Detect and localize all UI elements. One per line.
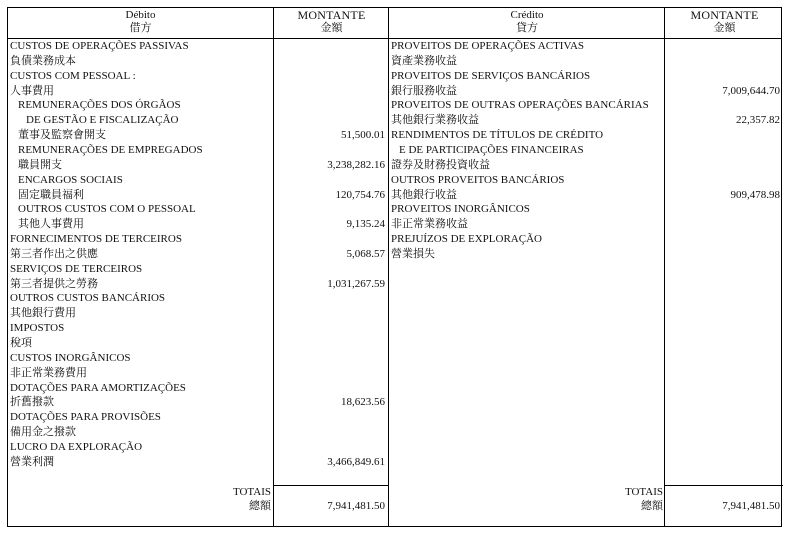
debit-totals-label [233,485,271,513]
credit-row-label [389,173,665,188]
credit-row-label [389,158,665,173]
credit-item-label: PROVEITOS DE OPERAÇÕES ACTIVAS [391,40,585,52]
debit-header-zh: 借方 [129,22,152,34]
debit-row-label [8,455,273,470]
debit-item-amount: 18,623.56 [341,396,385,409]
debit-item-label: 人事費用 [10,84,54,97]
debit-item-label: IMPOSTOS [10,322,65,335]
header-divider [8,38,781,39]
debit-item-amount: 5,068.57 [346,247,385,260]
debit-total-amount: 7,941,481.50 [327,500,385,512]
debit-row-amount [274,247,389,262]
credit-item-label: PROVEITOS DE SERVIÇOS BANCÁRIOS [391,69,591,82]
credit-label-column [388,8,665,526]
debit-row-label [8,395,273,410]
credit-totals-label-zh: 總額 [641,500,663,512]
credit-header [389,8,665,38]
credit-item-label: 銀行服務收益 [391,84,457,97]
credit-row-label [389,98,665,113]
debit-item-amount: 51,500.01 [341,129,385,142]
credit-item-label: E DE PARTICIPAÇÕES FINANCEIRAS [399,143,584,156]
credit-item-amount: 909,478.98 [730,188,780,201]
debit-row-label [8,188,273,203]
debit-item-amount: 3,238,282.16 [327,158,385,171]
debit-row-label [8,98,273,113]
credit-item-label: 證券及財務投資收益 [391,158,490,171]
debit-item-label: 非正常業務費用 [10,366,87,379]
credit-item-label: PROVEITOS DE OUTRAS OPERAÇÕES BANCÁRIAS [391,99,649,112]
debit-item-amount: 9,135.24 [346,218,385,231]
credit-row-label [389,84,665,99]
debit-row-label [8,381,273,396]
credit-montante-zh: 金額 [713,22,736,34]
debit-item-label: CUSTOS INORGÂNICOS [10,351,131,364]
debit-row-label [8,143,273,158]
debit-amount-column [273,8,389,526]
debit-item-label: 其他銀行費用 [10,307,76,320]
debit-totals-label-pt: TOTAIS [232,486,271,498]
debit-label-column [8,8,273,526]
debit-montante-pt: MONTANTE [297,8,366,22]
debit-row-label [8,321,273,336]
debit-row-label [8,351,273,366]
debit-item-amount: 3,466,849.61 [327,455,385,468]
credit-item-label: PREJUÍZOS DE EXPLORAÇÃO [391,233,542,246]
credit-row-label [389,54,665,69]
credit-header-zh: 貸方 [516,22,538,34]
credit-row-label [389,128,665,143]
debit-item-label: 職員開支 [18,158,62,171]
debit-row-label [8,69,273,84]
debit-row-label [8,247,273,262]
debit-row-amount [274,277,389,292]
debit-item-label: ENCARGOS SOCIAIS [18,173,123,186]
credit-row-label [389,232,665,247]
debit-item-amount: 1,031,267.59 [327,277,385,290]
debit-montante-zh: 金額 [320,22,343,34]
debit-item-label: 營業利潤 [10,455,54,468]
debit-item-label: DOTAÇÕES PARA PROVISÕES [10,411,161,424]
debit-totals-label-zh: 總額 [249,500,271,512]
debit-item-label: 固定職員福利 [18,188,84,201]
debit-row-amount [274,128,389,143]
debit-item-label: DE GESTÃO E FISCALIZAÇÃO [26,114,179,127]
credit-row-label [389,217,665,232]
debit-row-label [8,232,273,247]
credit-totals-label [625,485,663,513]
debit-row-amount [274,455,389,470]
debit-header [8,8,273,38]
credit-item-label: RENDIMENTOS DE TÍTULOS DE CRÉDITO [391,129,604,142]
credit-row-label [389,113,665,128]
credit-row-label [389,69,665,84]
debit-item-label: SERVIÇOS DE TERCEIROS [10,262,143,275]
debit-row-label [8,262,273,277]
credit-item-label: 其他銀行收益 [391,188,457,201]
debit-item-label: 第三者提供之勞務 [10,277,98,290]
credit-item-amount: 22,357.82 [736,114,780,127]
credit-totals-divider [664,485,783,486]
debit-row-label [8,410,273,425]
debit-row-amount [274,188,389,203]
credit-item-amount: 7,009,644.70 [722,84,780,97]
credit-row-amount [665,113,784,128]
debit-item-label: 第三者作出之供應 [10,247,98,260]
credit-item-label: 營業損失 [391,247,435,260]
profit-loss-statement [7,7,782,527]
debit-montante-header [274,8,389,38]
debit-item-label: 稅項 [10,337,32,349]
debit-item-amount: 120,754.76 [335,188,385,201]
debit-row-label [8,217,273,232]
debit-row-label [8,128,273,143]
debit-row-label [8,84,273,99]
debit-row-amount [274,158,389,173]
debit-item-label: 負債業務成本 [10,54,76,67]
debit-row-label [8,277,273,292]
debit-item-label: LUCRO DA EXPLORAÇÃO [10,440,143,453]
debit-header-pt: Débito [125,9,156,21]
debit-row-label [8,291,273,306]
debit-row-amount [274,217,389,232]
debit-row-label [8,440,273,455]
credit-item-label: 其他銀行業務收益 [391,114,479,127]
credit-item-label: OUTROS PROVEITOS BANCÁRIOS [391,173,565,186]
debit-row-label [8,173,273,188]
debit-item-label: 折舊撥款 [10,396,54,409]
credit-row-label [389,247,665,262]
debit-item-label: 董事及監察會開支 [18,129,106,142]
debit-item-label: REMUNERAÇÕES DE EMPREGADOS [18,143,203,156]
debit-totals-divider [273,485,388,486]
debit-row-label [8,306,273,321]
credit-item-label: 資產業務收益 [391,54,457,67]
credit-header-pt: Crédito [510,9,544,21]
debit-item-label: 其他人事費用 [18,218,84,231]
debit-item-label: CUSTOS DE OPERAÇÕES PASSIVAS [10,40,189,52]
credit-row-label [389,143,665,158]
debit-row-label [8,113,273,128]
debit-row-label [8,39,273,54]
debit-row-label [8,202,273,217]
credit-row-label [389,202,665,217]
credit-total-amount: 7,941,481.50 [722,500,780,512]
credit-row-label [389,39,665,54]
credit-row-label [389,188,665,203]
debit-item-label: REMUNERAÇÕES DOS ÓRGÃOS [18,99,181,112]
credit-montante-pt: MONTANTE [690,8,759,22]
credit-row-amount [665,84,784,99]
credit-item-label: PROVEITOS INORGÂNICOS [391,203,530,216]
debit-row-amount [274,395,389,410]
debit-row-label [8,425,273,440]
debit-row-label [8,158,273,173]
credit-row-amount [665,188,784,203]
credit-montante-header [665,8,784,38]
debit-item-label: OUTROS CUSTOS COM O PESSOAL [18,203,196,216]
debit-row-label [8,54,273,69]
debit-item-label: 備用金之撥款 [10,426,76,439]
credit-totals-label-pt: TOTAIS [624,486,663,498]
debit-item-label: FORNECIMENTOS DE TERCEIROS [10,233,182,246]
credit-item-label: 非正常業務收益 [391,218,468,231]
debit-item-label: DOTAÇÕES PARA AMORTIZAÇÕES [10,381,186,394]
debit-item-label: OUTROS CUSTOS BANCÁRIOS [10,292,166,305]
debit-row-label [8,336,273,351]
debit-row-label [8,366,273,381]
credit-amount-column [664,8,784,526]
debit-item-label: CUSTOS COM PESSOAL : [10,69,136,82]
